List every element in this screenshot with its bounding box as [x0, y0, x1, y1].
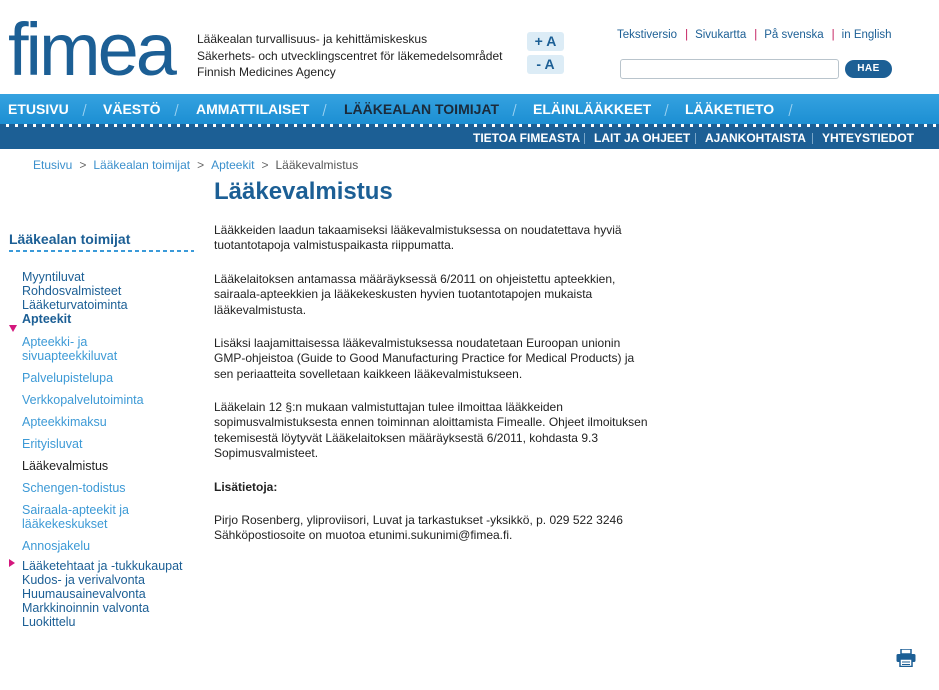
content-paragraph: Lisäksi laajamittaisessa lääkevalmistuksessa noudatetaan Euroopan unionin GMP-ohjeistoa (Guide to Good Manufacturing Practice for Medical Products) ja sen periaatteita sovelletaan kaikkeen lääkevalmistukseen.	[214, 336, 635, 381]
nav-elainlaakkeet[interactable]: ELÄINLÄÄKKEET	[533, 101, 652, 117]
print-icon[interactable]	[896, 649, 916, 667]
expanded-arrow-icon	[9, 325, 17, 332]
sidebar-item-palvelupistelupa[interactable]: Palvelupistelupa	[22, 371, 114, 385]
collapsed-arrow-icon	[9, 559, 15, 567]
sidebar-item-rohdosvalmisteet[interactable]: Rohdosvalmisteet	[22, 284, 122, 298]
sidebar-item-laaketehtaat[interactable]: Lääketehtaat ja -tukkukaupat	[22, 559, 183, 573]
tagline-fi: Lääkealan turvallisuus- ja kehittämiskeskus	[197, 32, 428, 46]
sidebar-item-kudos-ja-verivalvonta[interactable]: Kudos- ja verivalvonta	[22, 573, 145, 587]
top-links: Tekstiversio | Sivukartta | På svenska | in English	[617, 29, 892, 41]
sidebar-item-verkkopalvelutoiminta[interactable]: Verkkopalvelutoiminta	[22, 393, 144, 407]
breadcrumb: Etusivu > Lääkealan toimijat > Apteekit > Lääkevalmistus	[33, 158, 359, 172]
sidebar-item-markkinoinnin-valvonta[interactable]: Markkinoinnin valvonta	[22, 601, 150, 615]
nav-vaesto[interactable]: VÄESTÖ	[103, 101, 161, 117]
sidebar-item-schengen-todistus[interactable]: Schengen-todistus	[22, 481, 126, 495]
search-button[interactable]: HAE	[845, 60, 892, 78]
breadcrumb-current: Lääkevalmistus	[275, 158, 359, 172]
subnav-lait-ja-ohjeet[interactable]: LAIT JA OHJEET	[594, 131, 691, 145]
content-paragraph: Lääkkeiden laadun takaamiseksi lääkevalmistuksessa on noudatettava hyviä tuotantotapoja valmistuspaikasta riippumatta.	[214, 223, 622, 253]
sidebar-item-sairaala-apteekit-line2[interactable]: lääkekeskukset	[22, 517, 108, 531]
sidebar-item-sairaala-apteekit-line1[interactable]: Sairaala-apteekit ja	[22, 503, 130, 517]
link-swedish[interactable]: På svenska	[764, 29, 824, 41]
link-text-version[interactable]: Tekstiversio	[617, 29, 678, 41]
sidebar-item-apteekkiluvat-line1[interactable]: Apteekki- ja	[22, 335, 88, 349]
nav-ammattilaiset[interactable]: AMMATTILAISET	[196, 101, 310, 117]
fimea-logo[interactable]	[8, 18, 188, 80]
font-increase-button[interactable]: + A	[527, 32, 564, 51]
breadcrumb-apteekit[interactable]: Apteekit	[211, 158, 255, 172]
breadcrumb-etusivu[interactable]: Etusivu	[33, 158, 73, 172]
sidebar-item-myyntiluvat[interactable]: Myyntiluvat	[22, 270, 85, 284]
main-nav	[0, 94, 939, 124]
sidebar-item-erityisluvat[interactable]: Erityisluvat	[22, 437, 83, 451]
sidebar-item-apteekit[interactable]: Apteekit	[22, 312, 72, 326]
sidebar-item-laaketurvatoiminta[interactable]: Lääketurvatoiminta	[22, 298, 128, 312]
link-sitemap[interactable]: Sivukartta	[695, 29, 747, 41]
more-info-heading: Lisätietoja:	[214, 480, 278, 494]
page-title: Lääkevalmistus	[214, 178, 393, 205]
sidebar-item-apteekkimaksu[interactable]: Apteekkimaksu	[22, 415, 107, 429]
nav-laakealan-toimijat[interactable]: LÄÄKEALAN TOIMIJAT	[344, 101, 500, 117]
subnav-yhteystiedot[interactable]: YHTEYSTIEDOT	[822, 131, 915, 145]
sidebar-item-luokittelu[interactable]: Luokittelu	[22, 615, 76, 629]
agency-tagline	[197, 31, 502, 81]
svg-text:fimea: fimea	[8, 18, 174, 80]
breadcrumb-laakealan-toimijat[interactable]: Lääkealan toimijat	[93, 158, 191, 172]
sidebar-divider	[9, 250, 194, 252]
sub-nav	[0, 127, 939, 149]
search-input[interactable]	[620, 59, 839, 79]
content-paragraph: Lääkelain 12 §:n mukaan valmistuttajan tulee ilmoittaa lääkkeiden sopimusvalmistuksesta ennen toiminnan aloittamista Fimealle. Ohjeet ilmoituksen tekemisestä löytyvät Lääkelaitoksen määräyksestä 6/2011, kohdasta 9.3 Sopimusvalmisteet.	[214, 400, 648, 460]
nav-laaketieto[interactable]: LÄÄKETIETO	[685, 101, 775, 117]
subnav-tietoa-fimeasta[interactable]: TIETOA FIMEASTA	[473, 131, 581, 145]
font-decrease-button[interactable]: - A	[527, 55, 564, 74]
contact-paragraph: Pirjo Rosenberg, yliproviisori, Luvat ja tarkastukset -yksikkö, p. 029 522 3246 Sähköpostiosoite on muotoa etunimi.sukunimi@fimea.fi.	[214, 513, 623, 543]
sidebar-item-apteekkiluvat-line2[interactable]: sivuapteekkiluvat	[22, 349, 118, 363]
sidebar-item-annosjakelu[interactable]: Annosjakelu	[22, 539, 91, 553]
tagline-sv: Säkerhets- och utvecklingscentret för läkemedelsområdet	[197, 48, 503, 63]
link-english[interactable]: in English	[841, 29, 892, 41]
nav-etusivu[interactable]: ETUSIVU	[8, 101, 69, 117]
subnav-ajankohtaista[interactable]: AJANKOHTAISTA	[705, 131, 806, 145]
sidebar-item-huumausainevalvonta[interactable]: Huumausainevalvonta	[22, 587, 146, 601]
sidebar-heading[interactable]: Lääkealan toimijat	[9, 231, 131, 247]
tagline-en: Finnish Medicines Agency	[197, 65, 336, 79]
content-paragraph: Lääkelaitoksen antamassa määräyksessä 6/2011 on ohjeistettu apteekkien, sairaala-apteekkien ja lääkekeskusten hyvien tuotantotapojen mukaista lääkevalmistusta.	[214, 272, 616, 317]
sidebar-item-laakevalmistus[interactable]: Lääkevalmistus	[22, 459, 109, 473]
